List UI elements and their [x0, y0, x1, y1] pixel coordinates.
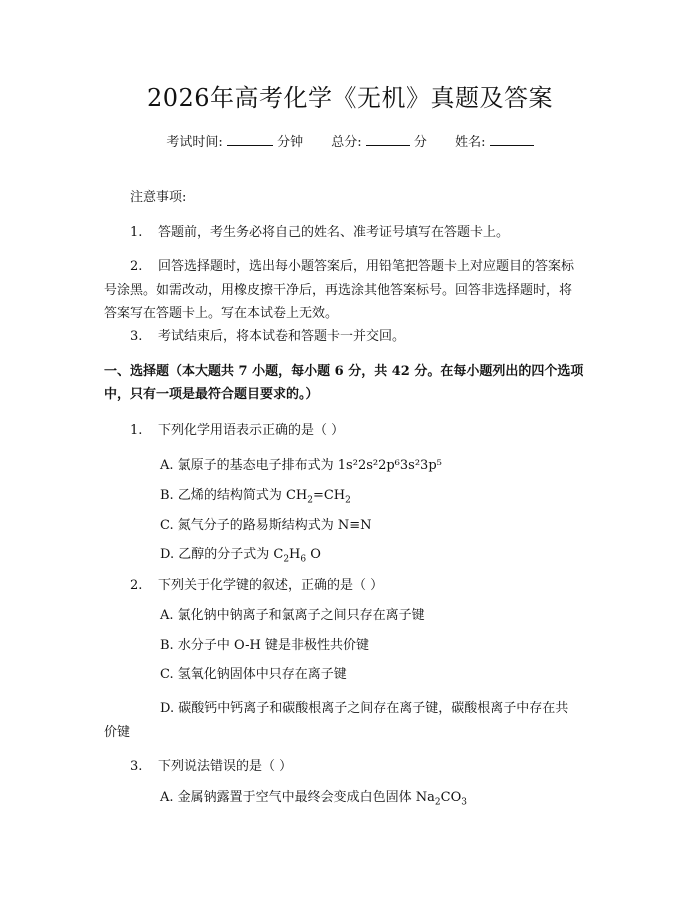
option-b-prefix: B. 乙烯的结构简式为 CH [160, 488, 308, 503]
option-a-mid: CO [440, 790, 462, 805]
section-heading-line-1: 一、选择题（本大题共 7 小题，每小题 6 分，共 42 分。在每小题列出的四个选项 [104, 364, 584, 379]
option-d-mid: H [289, 547, 301, 562]
time-field [166, 135, 307, 150]
notice-item-text: 答题前，考生务必将自己的姓名、准考证号填写在答题卡上。 [158, 225, 510, 240]
option-a-prefix: A. 金属钠露置于空气中最终会变成白色固体 Na [160, 790, 435, 805]
notice-item-number: 1. [130, 225, 143, 240]
question-2-option-b: B. 水分子中 O-H 键是非极性共价键 [160, 638, 369, 653]
notice-item-text: 回答选择题时，选出每小题答案后，用铅笔把答题卡上对应题目的答案标 [158, 259, 575, 274]
question-number: 2. [130, 578, 143, 593]
question-2-stem [130, 574, 383, 598]
subscript: 3 [461, 797, 467, 808]
exam-meta [0, 131, 700, 150]
time-unit: 分钟 [277, 135, 304, 150]
score-field [331, 135, 431, 150]
option-d-suffix: O [306, 547, 321, 562]
subscript: 2 [307, 495, 313, 506]
question-3-option-a [160, 786, 467, 810]
option-b-mid: =CH [312, 488, 346, 503]
time-blank[interactable] [227, 133, 273, 146]
notice-item-2-line-2: 号涂黑。如需改动，用橡皮擦干净后，再选涂其他答案标号。回答非选择题时，将 [104, 283, 573, 298]
subscript: 2 [283, 554, 290, 565]
notice-item-number: 3. [130, 329, 143, 344]
question-1-option-d [160, 543, 321, 567]
section-heading-line-2: 中，只有一项是最符合题目要求的。） [104, 387, 319, 402]
name-field [455, 135, 534, 150]
score-unit: 分 [413, 135, 427, 150]
subscript: 2 [345, 495, 351, 506]
notice-heading: 注意事项: [130, 190, 187, 205]
question-2-option-a: A. 氯化钠中钠离子和氯离子之间只存在离子键 [160, 608, 425, 623]
question-1-option-b [160, 484, 351, 508]
question-2-option-d-line-1: D. 碳酸钙中钙离子和碳酸根离子之间存在离子键，碳酸根离子中存在共 [160, 701, 569, 716]
notice-item-2-line-1 [130, 255, 574, 279]
notice-item-text: 考试结束后，将本试卷和答题卡一并交回。 [158, 329, 406, 344]
subscript: 6 [300, 554, 307, 565]
name-label: 姓名: [455, 135, 486, 150]
subscript: 2 [434, 797, 441, 808]
option-d-prefix: D. 乙醇的分子式为 C [160, 547, 284, 562]
time-label: 考试时间: [166, 135, 223, 150]
question-text: 下列说法错误的是（ ） [158, 759, 293, 774]
notice-item-1 [130, 221, 509, 245]
question-1-stem [130, 419, 344, 443]
question-text: 下列关于化学键的叙述，正确的是（ ） [158, 578, 384, 593]
notice-item-3 [130, 325, 405, 349]
question-2-option-c: C. 氢氧化钠固体中只存在离子键 [160, 667, 347, 682]
notice-item-number: 2. [130, 259, 143, 274]
question-2-option-d-line-2: 价键 [104, 725, 131, 740]
page-title: 2026年高考化学《无机》真题及答案 [146, 84, 554, 112]
question-number: 3. [130, 759, 143, 774]
question-text: 下列化学用语表示正确的是（ ） [158, 423, 345, 438]
score-blank[interactable] [366, 133, 410, 146]
question-1-option-c: C. 氮气分子的路易斯结构式为 N≡N [160, 518, 372, 533]
question-3-stem [130, 755, 292, 779]
question-1-option-a: A. 氯原子的基态电子排布式为 1s²2s²2p⁶3s²3p⁵ [160, 458, 442, 473]
score-label: 总分: [331, 135, 362, 150]
name-blank[interactable] [490, 133, 534, 146]
question-number: 1. [130, 423, 143, 438]
notice-item-2-line-3: 答案写在答题卡上。写在本试卷上无效。 [104, 306, 339, 321]
